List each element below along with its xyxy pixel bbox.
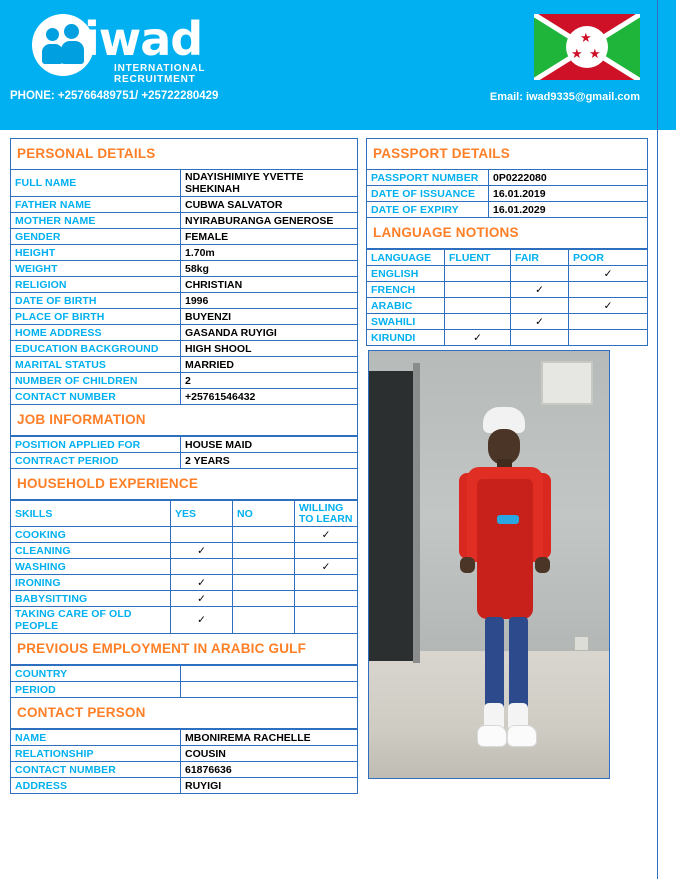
col-skills: SKILLS xyxy=(11,501,171,527)
left-column xyxy=(10,138,358,794)
skill-no xyxy=(233,559,295,575)
previous-employment-title: PREVIOUS EMPLOYMENT IN ARABIC GULF xyxy=(17,641,307,656)
household-experience-title: HOUSEHOLD EXPERIENCE xyxy=(17,476,199,491)
skill-name: WASHING xyxy=(11,559,171,575)
table-row xyxy=(367,298,648,314)
table-row xyxy=(367,330,648,346)
skill-yes: ✓ xyxy=(171,543,233,559)
job-information-panel xyxy=(10,405,358,436)
language-poor xyxy=(569,282,648,298)
row-value: 1.70m xyxy=(181,245,358,261)
row-value: CUBWA SALVATOR xyxy=(181,197,358,213)
job-information-title: JOB INFORMATION xyxy=(17,412,146,427)
table-row xyxy=(11,437,358,453)
row-value: GASANDA RUYIGI xyxy=(181,325,358,341)
table-row xyxy=(11,261,358,277)
table-row xyxy=(11,559,358,575)
row-value: FEMALE xyxy=(181,229,358,245)
table-row xyxy=(367,282,648,298)
right-column xyxy=(366,138,648,779)
row-label: DATE OF EXPIRY xyxy=(367,202,489,218)
row-value: MARRIED xyxy=(181,357,358,373)
table-row xyxy=(11,357,358,373)
table-row xyxy=(11,229,358,245)
table-row xyxy=(11,607,358,634)
row-label: PASSPORT NUMBER xyxy=(367,170,489,186)
table-row xyxy=(11,666,358,682)
col-poor: POOR xyxy=(569,250,648,266)
table-row xyxy=(11,591,358,607)
row-value: HIGH SHOOL xyxy=(181,341,358,357)
skill-no xyxy=(233,543,295,559)
logo-tagline-line2: RECRUITMENT xyxy=(114,74,196,85)
table-row xyxy=(367,266,648,282)
contact-person-title: CONTACT PERSON xyxy=(17,705,146,720)
row-value: HOUSE MAID xyxy=(181,437,358,453)
col-yes: YES xyxy=(171,501,233,527)
table-row xyxy=(11,245,358,261)
row-label: CONTACT NUMBER xyxy=(11,389,181,405)
row-label: GENDER xyxy=(11,229,181,245)
table-row xyxy=(11,527,358,543)
col-willing-line1: WILLING xyxy=(299,502,344,514)
burundi-flag-icon: ★ ★ ★ xyxy=(534,14,640,80)
table-row xyxy=(11,762,358,778)
logo-wordmark: iwad xyxy=(84,12,203,66)
language-poor: ✓ xyxy=(569,266,648,282)
skill-yes: ✓ xyxy=(171,575,233,591)
skill-no xyxy=(233,591,295,607)
row-value: CHRISTIAN xyxy=(181,277,358,293)
company-logo xyxy=(32,10,232,85)
table-row xyxy=(367,314,648,330)
contact-phone: PHONE: +25766489751/ +25722280429 xyxy=(10,90,219,102)
language-poor: ✓ xyxy=(569,298,648,314)
contact-person-table xyxy=(10,729,358,794)
table-row xyxy=(11,682,358,698)
table-row xyxy=(367,170,648,186)
row-label: NUMBER OF CHILDREN xyxy=(11,373,181,389)
table-row xyxy=(11,373,358,389)
table-row xyxy=(11,389,358,405)
row-value: 16.01.2019 xyxy=(489,186,648,202)
language-name: SWAHILI xyxy=(367,314,445,330)
table-header-row xyxy=(11,501,358,527)
previous-employment-table xyxy=(10,665,358,698)
personal-details-title: PERSONAL DETAILS xyxy=(17,146,156,161)
row-label: RELATIONSHIP xyxy=(11,746,181,762)
document-body xyxy=(0,130,676,794)
skill-willing xyxy=(295,607,358,634)
skill-yes xyxy=(171,559,233,575)
passport-details-title: PASSPORT DETAILS xyxy=(373,146,510,161)
skill-name: IRONING xyxy=(11,575,171,591)
language-notions-table xyxy=(366,249,648,346)
contact-person-panel xyxy=(10,698,358,729)
skill-name: CLEANING xyxy=(11,543,171,559)
language-name: FRENCH xyxy=(367,282,445,298)
row-label: PERIOD xyxy=(11,682,181,698)
row-label: WEIGHT xyxy=(11,261,181,277)
row-value: COUSIN xyxy=(181,746,358,762)
skill-yes: ✓ xyxy=(171,607,233,634)
page-right-rule xyxy=(657,0,658,879)
col-fair: FAIR xyxy=(511,250,569,266)
skill-yes: ✓ xyxy=(171,591,233,607)
language-notions-title: LANGUAGE NOTIONS xyxy=(373,225,519,240)
table-row xyxy=(367,186,648,202)
row-label: HOME ADDRESS xyxy=(11,325,181,341)
language-fluent: ✓ xyxy=(445,330,511,346)
language-notions-panel xyxy=(366,218,648,249)
row-value: MBONIREMA RACHELLE xyxy=(181,730,358,746)
col-fluent: FLUENT xyxy=(445,250,511,266)
row-label: POSITION APPLIED FOR xyxy=(11,437,181,453)
table-row xyxy=(11,575,358,591)
row-label: DATE OF ISSUANCE xyxy=(367,186,489,202)
language-name: ARABIC xyxy=(367,298,445,314)
household-experience-table xyxy=(10,500,358,634)
table-row xyxy=(11,778,358,794)
row-value xyxy=(181,666,358,682)
row-value: 58kg xyxy=(181,261,358,277)
row-label: CONTRACT PERIOD xyxy=(11,453,181,469)
row-value: 16.01.2029 xyxy=(489,202,648,218)
row-value: 2 xyxy=(181,373,358,389)
table-row xyxy=(11,277,358,293)
table-row xyxy=(11,309,358,325)
row-label: DATE OF BIRTH xyxy=(11,293,181,309)
skill-name: COOKING xyxy=(11,527,171,543)
skill-no xyxy=(233,527,295,543)
passport-details-panel xyxy=(366,138,648,169)
skill-willing: ✓ xyxy=(295,559,358,575)
skill-willing xyxy=(295,591,358,607)
table-row xyxy=(11,730,358,746)
col-willing-line2: TO LEARN xyxy=(299,513,353,525)
row-value: NDAYISHIMIYE YVETTE SHEKINAH xyxy=(181,170,358,197)
household-experience-panel xyxy=(10,469,358,500)
language-poor xyxy=(569,314,648,330)
row-value: +25761546432 xyxy=(181,389,358,405)
previous-employment-panel xyxy=(10,634,358,665)
skill-willing xyxy=(295,575,358,591)
row-label: NAME xyxy=(11,730,181,746)
row-label: RELIGION xyxy=(11,277,181,293)
row-label: COUNTRY xyxy=(11,666,181,682)
table-row xyxy=(11,543,358,559)
row-value: BUYENZI xyxy=(181,309,358,325)
skill-yes xyxy=(171,527,233,543)
logo-tagline xyxy=(114,63,205,85)
skill-no xyxy=(233,575,295,591)
skill-name: TAKING CARE OF OLD PEOPLE xyxy=(11,607,171,634)
passport-details-table xyxy=(366,169,648,218)
applicant-photo xyxy=(368,350,610,779)
logo-tagline-line1: INTERNATIONAL xyxy=(114,63,206,74)
row-label: FATHER NAME xyxy=(11,197,181,213)
col-willing-to-learn xyxy=(295,501,358,527)
row-label: MOTHER NAME xyxy=(11,213,181,229)
language-fair xyxy=(511,298,569,314)
row-value: 0P0222080 xyxy=(489,170,648,186)
table-row xyxy=(11,746,358,762)
row-value: 2 YEARS xyxy=(181,453,358,469)
row-label: EDUCATION BACKGROUND xyxy=(11,341,181,357)
col-no: NO xyxy=(233,501,295,527)
contact-email: Email: iwad9335@gmail.com xyxy=(489,91,640,103)
language-fluent xyxy=(445,298,511,314)
table-row xyxy=(11,213,358,229)
row-label: FULL NAME xyxy=(11,170,181,197)
table-row xyxy=(367,202,648,218)
table-row xyxy=(11,197,358,213)
personal-details-panel xyxy=(10,138,358,169)
row-value: 61876636 xyxy=(181,762,358,778)
language-name: KIRUNDI xyxy=(367,330,445,346)
row-label: CONTACT NUMBER xyxy=(11,762,181,778)
row-label: HEIGHT xyxy=(11,245,181,261)
row-label: PLACE OF BIRTH xyxy=(11,309,181,325)
col-language: LANGUAGE xyxy=(367,250,445,266)
language-fair: ✓ xyxy=(511,314,569,330)
row-value: RUYIGI xyxy=(181,778,358,794)
table-row xyxy=(11,341,358,357)
row-value: NYIRABURANGA GENEROSE xyxy=(181,213,358,229)
language-poor xyxy=(569,330,648,346)
skill-willing: ✓ xyxy=(295,527,358,543)
job-information-table xyxy=(10,436,358,469)
skill-willing xyxy=(295,543,358,559)
language-name: ENGLISH xyxy=(367,266,445,282)
table-row xyxy=(11,325,358,341)
language-fair xyxy=(511,266,569,282)
table-row xyxy=(11,453,358,469)
row-value: 1996 xyxy=(181,293,358,309)
personal-details-table xyxy=(10,169,358,405)
row-label: ADDRESS xyxy=(11,778,181,794)
document-header xyxy=(0,0,676,130)
table-row xyxy=(11,170,358,197)
language-fair xyxy=(511,330,569,346)
language-fair: ✓ xyxy=(511,282,569,298)
language-fluent xyxy=(445,282,511,298)
table-row xyxy=(11,293,358,309)
skill-name: BABYSITTING xyxy=(11,591,171,607)
row-label: MARITAL STATUS xyxy=(11,357,181,373)
language-fluent xyxy=(445,266,511,282)
table-header-row xyxy=(367,250,648,266)
language-fluent xyxy=(445,314,511,330)
row-value xyxy=(181,682,358,698)
skill-no xyxy=(233,607,295,634)
